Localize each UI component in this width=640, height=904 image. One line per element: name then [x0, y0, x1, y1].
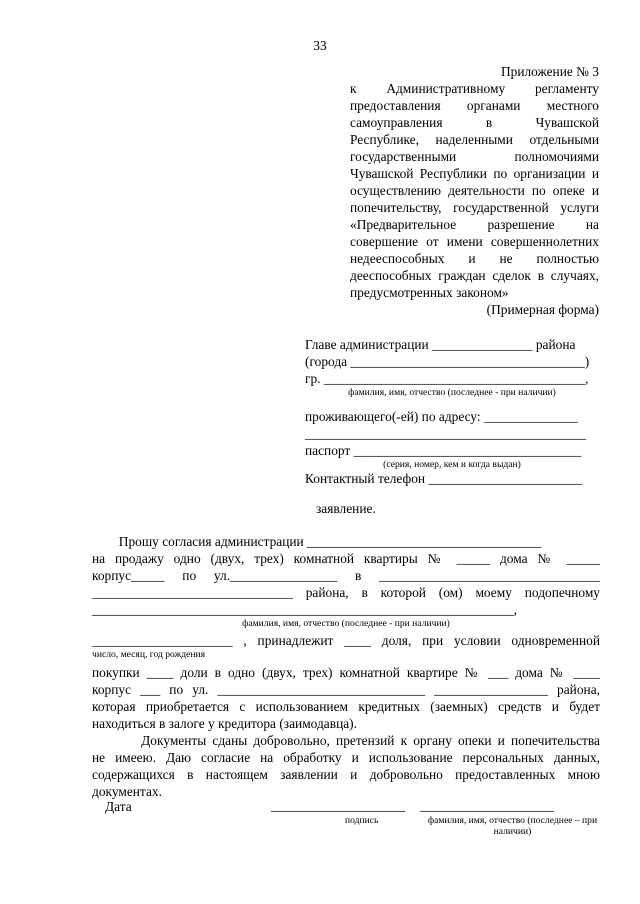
body-line: _____________________ , принадлежит ____ доля, при условии одновременной	[92, 633, 600, 648]
passport-caption: (серия, номер, кем и когда выдан)	[383, 459, 521, 470]
fio-caption: фамилия, имя, отчество (последнее - при наличии)	[242, 618, 450, 629]
appendix-line: совершение от имени совершеннолетних	[350, 234, 599, 249]
statement-body	[92, 533, 600, 800]
appendix-line-last: предусмотренных законом»	[350, 285, 509, 300]
appendix-line: попечительству, государственной услуги	[350, 200, 599, 215]
appendix-line: государственными полномочиями	[350, 149, 599, 164]
appendix-line: предоставления органами местного	[350, 98, 599, 113]
phone-line: Контактный телефон _______________________	[305, 471, 583, 486]
address-line: проживающего(-ей) по адресу: ______________	[305, 409, 578, 424]
appendix-line: дееспособных граждан сделок в случаях,	[350, 268, 599, 283]
appendix-line: «Предварительное разрешение на	[350, 217, 599, 232]
body-line: _______________________________________________________________,	[92, 602, 518, 617]
appendix-line: к Административному регламенту	[350, 81, 599, 96]
appendix-title: Приложение № 3	[500, 64, 599, 79]
signature-caption: подпись	[345, 815, 379, 826]
addressee-block	[305, 336, 599, 487]
signature-line: ____________________	[271, 798, 405, 813]
body-line: корпус_____ по ул.________________ в _________________________________	[92, 568, 600, 583]
statement-title: заявление.	[316, 501, 376, 516]
addressee-line-head: Главе администрации _______________ района	[305, 337, 576, 352]
body-line: корпус ___ по ул. _______________________________ _________________ района,	[92, 682, 600, 697]
page-number: 33	[313, 38, 327, 53]
appendix-line: недееспособных и не полностью	[350, 251, 599, 266]
body-line: на продажу одно (двух, трех) комнатной квартиры № _____ дома № _____	[92, 551, 600, 566]
appendix-line: осуществлению деятельности по опеке и	[350, 183, 599, 198]
passport-line: паспорт __________________________________	[305, 443, 582, 458]
name-caption: фамилия, имя, отчество (последнее – при наличии)	[427, 815, 598, 837]
name-line: ____________________	[420, 798, 554, 813]
body-line: Документы сданы добровольно, претензий к органу опеки и попечительства	[92, 733, 600, 748]
body-line: не имеею. Даю согласие на обработку и использование персональных данных,	[92, 750, 600, 765]
body-line: содержащихся в настоящем заявлении и добровольно предоставленных мною	[92, 767, 600, 782]
appendix-line: Чувашской Республики по организации и	[350, 166, 599, 181]
appendix-line: Республике, наделенными отдельными	[350, 132, 599, 147]
address-line-2: __________________________________________	[305, 426, 587, 441]
date-label: Дата	[105, 799, 132, 814]
body-line: ______________________________ района, в которой (ом) моему подопечному	[92, 585, 600, 600]
appendix-line: самоуправления в Чувашской	[350, 115, 599, 130]
body-line: находиться в залоге у кредитора (заимодавца).	[92, 716, 357, 731]
body-line: покупки ____ доли в одно (двух, трех) комнатной квартире № ___ дома № ____	[92, 665, 600, 680]
appendix-block	[350, 63, 599, 301]
body-line: которая приобретается с использованием кредитных (заемных) средств и будет	[92, 699, 600, 714]
dob-caption: число, месяц, год рождения	[92, 649, 206, 660]
body-line: Прошу согласия администрации ___________________________________	[92, 534, 542, 549]
sample-form-label: (Примерная форма)	[486, 302, 599, 317]
fio-caption: фамилия, имя, отчество (последнее - при наличии)	[348, 387, 556, 398]
body-line: документах.	[92, 784, 162, 799]
addressee-line-city: (города ___________________________________)	[305, 354, 590, 369]
addressee-line-citizen: гр. _______________________________________,	[305, 371, 589, 386]
